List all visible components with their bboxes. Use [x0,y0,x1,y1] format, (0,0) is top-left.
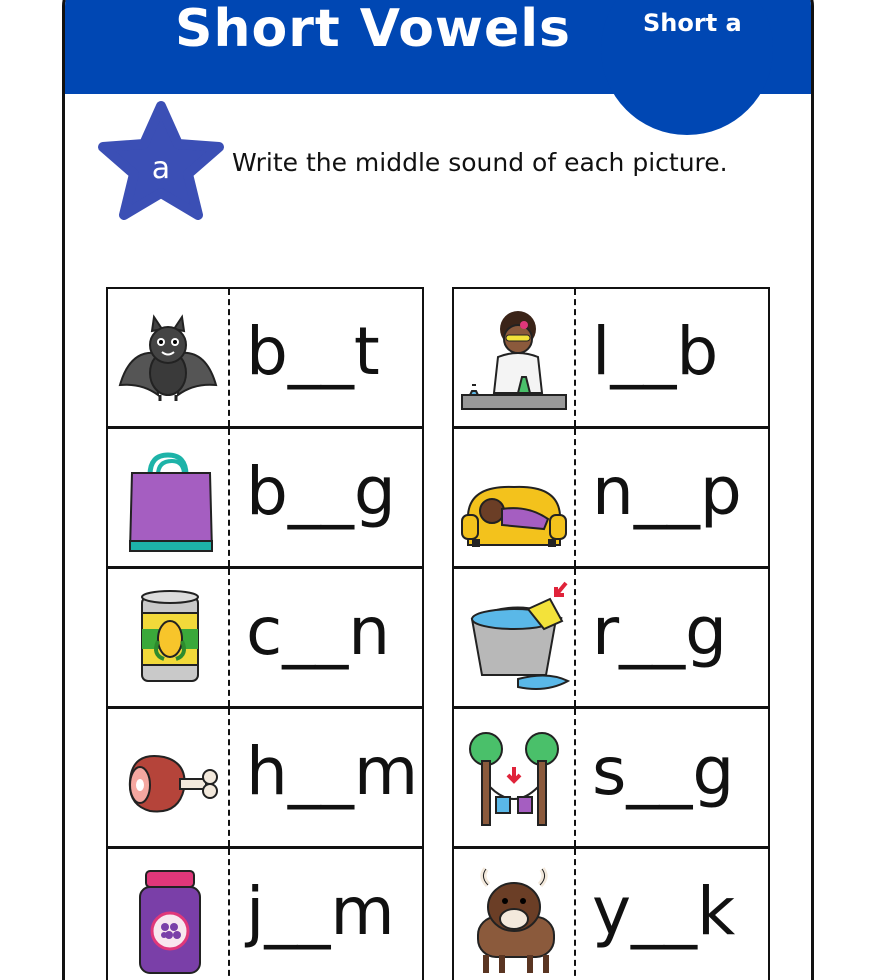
left-grid [106,287,424,980]
dashed-divider [228,849,230,980]
word-blank[interactable]: s__g [592,733,735,810]
word-blank[interactable]: h__m [246,733,419,810]
bat-icon [112,295,224,423]
list-item [106,427,424,568]
word-blank[interactable]: b__g [246,453,396,530]
dashed-divider [574,709,576,846]
word-blank[interactable]: b__t [246,313,380,390]
bag-icon [112,435,224,563]
sag-icon [458,715,570,843]
lab-icon [458,295,570,423]
badge-letter: a [151,151,171,186]
dashed-divider [228,569,230,706]
nap-icon [458,435,570,563]
list-item [452,287,770,428]
can-icon [112,575,224,703]
list-item [106,847,424,980]
word-blank[interactable]: j__m [246,873,395,950]
list-item [452,847,770,980]
word-blank[interactable]: c__n [246,593,391,670]
yak-icon [458,855,570,980]
list-item [106,287,424,428]
tab-label: Short a [643,9,742,37]
worksheet-title: Short Vowels [175,0,572,59]
dashed-divider [574,289,576,426]
dashed-divider [228,709,230,846]
dashed-divider [574,849,576,980]
star-badge [98,100,224,220]
dashed-divider [228,289,230,426]
list-item [452,567,770,708]
dashed-divider [574,429,576,566]
list-item [452,427,770,568]
dashed-divider [228,429,230,566]
word-blank[interactable]: r__g [592,593,728,670]
instructions: Write the middle sound of each picture. [232,148,728,177]
dashed-divider [574,569,576,706]
list-item [106,707,424,848]
list-item [452,707,770,848]
word-blank[interactable]: n__p [592,453,742,530]
list-item [106,567,424,708]
word-blank[interactable]: y__k [592,873,736,950]
jam-icon [112,855,224,980]
right-grid [452,287,770,980]
ham-icon [112,715,224,843]
word-blank[interactable]: l__b [592,313,719,390]
rag-icon [458,575,570,703]
